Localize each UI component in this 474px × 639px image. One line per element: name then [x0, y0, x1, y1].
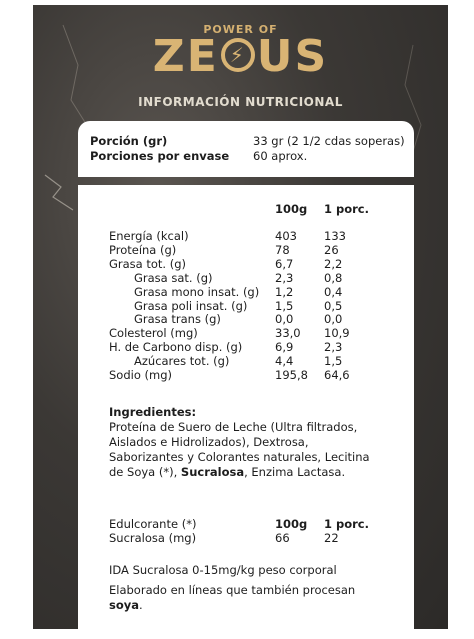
nutrient-value-portion: 0,4 — [324, 284, 343, 299]
sucralose-highlight: Sucralosa — [180, 465, 245, 479]
brand-logo — [33, 33, 448, 81]
sucralose-100g: 66 — [275, 531, 290, 545]
nutrient-value-100g: 195,8 — [275, 368, 308, 382]
nutrient-label: Sodio (mg) — [109, 368, 172, 382]
nutrient-label: H. de Carbono disp. (g) — [109, 340, 243, 355]
sucralose-portion: 22 — [324, 531, 339, 545]
nutrient-value-portion: 10,9 — [324, 326, 350, 341]
nutrient-label: Grasa sat. (g) — [134, 270, 213, 285]
nutrient-value-portion: 64,6 — [324, 368, 350, 382]
nutrient-value-100g: 78 — [275, 242, 290, 257]
nutrient-label: Azúcares tot. (g) — [134, 354, 230, 369]
sweetener-label: Edulcorante (*) — [109, 517, 197, 531]
sucralose-label: Sucralosa (mg) — [109, 531, 197, 545]
portion-label: Porción (gr) — [90, 134, 168, 148]
allergen-line: Elaborado en líneas que también procesan — [109, 583, 356, 597]
nutrient-label: Energía (kcal) — [109, 229, 189, 243]
nutrient-value-100g: 0,0 — [275, 312, 294, 327]
soy-highlight: soya — [109, 598, 140, 612]
col-header-100g: 100g — [275, 202, 308, 216]
brand-main-left: ZE — [152, 31, 219, 82]
nutrient-value-100g: 6,9 — [275, 340, 294, 355]
nutrient-value-100g: 33,0 — [275, 326, 301, 341]
nutrient-value-portion: 0,8 — [324, 270, 343, 285]
nutrient-value-portion: 0,5 — [324, 298, 343, 313]
nutrient-label: Grasa tot. (g) — [109, 256, 187, 271]
brand-main-right: US — [256, 31, 329, 82]
sweetener-col-100g: 100g — [275, 517, 308, 531]
nutrient-value-portion: 1,5 — [324, 354, 343, 369]
page-title: INFORMACIÓN NUTRICIONAL — [138, 95, 343, 109]
nutrient-label: Grasa trans (g) — [134, 312, 221, 327]
nutrient-label: Grasa mono insat. (g) — [134, 284, 260, 299]
brand-top-text: POWER OF — [203, 23, 278, 36]
sweetener-col-portion: 1 porc. — [324, 517, 369, 531]
nutrient-value-100g: 403 — [275, 229, 297, 243]
nutrient-value-100g: 2,3 — [275, 270, 294, 285]
nutrient-value-portion: 133 — [324, 229, 346, 243]
nutrition-card — [78, 185, 414, 629]
ingredients-title: Ingredientes: — [109, 405, 197, 419]
ingredients-line: Proteína de Suero de Leche (Ultra filtrados, — [109, 420, 358, 434]
nutrient-value-portion: 0,0 — [324, 312, 343, 327]
nutrient-value-100g: 6,7 — [275, 256, 294, 271]
nutrient-value-100g: 1,5 — [275, 298, 294, 313]
servings-value: 60 aprox. — [253, 149, 308, 163]
col-header-portion: 1 porc. — [324, 202, 369, 216]
nutrient-value-portion: 26 — [324, 242, 339, 257]
nutrient-value-portion: 2,3 — [324, 340, 343, 355]
ingredients-line: Saborizantes y Colorantes naturales, Lecitina — [109, 450, 370, 464]
bolt-circle-icon: ⚡ — [221, 38, 255, 72]
allergen-line: soya. — [109, 598, 143, 612]
ida-note: IDA Sucralosa 0-15mg/kg peso corporal — [109, 563, 337, 577]
servings-label: Porciones por envase — [90, 149, 230, 163]
ingredients-line: de Soya (*), Sucralosa, Enzima Lactasa. — [109, 465, 346, 479]
nutrient-value-100g: 4,4 — [275, 354, 294, 369]
ingredients-line: Aislados e Hidrolizados), Dextrosa, — [109, 435, 309, 449]
nutrient-label: Grasa poli insat. (g) — [134, 298, 248, 313]
nutrient-label: Colesterol (mg) — [109, 326, 198, 341]
portion-value: 33 gr (2 1/2 cdas soperas) — [253, 134, 405, 148]
serving-card — [78, 121, 414, 177]
nutrient-value-portion: 2,2 — [324, 256, 343, 271]
nutrient-value-100g: 1,2 — [275, 284, 294, 299]
nutrient-label: Proteína (g) — [109, 242, 177, 257]
